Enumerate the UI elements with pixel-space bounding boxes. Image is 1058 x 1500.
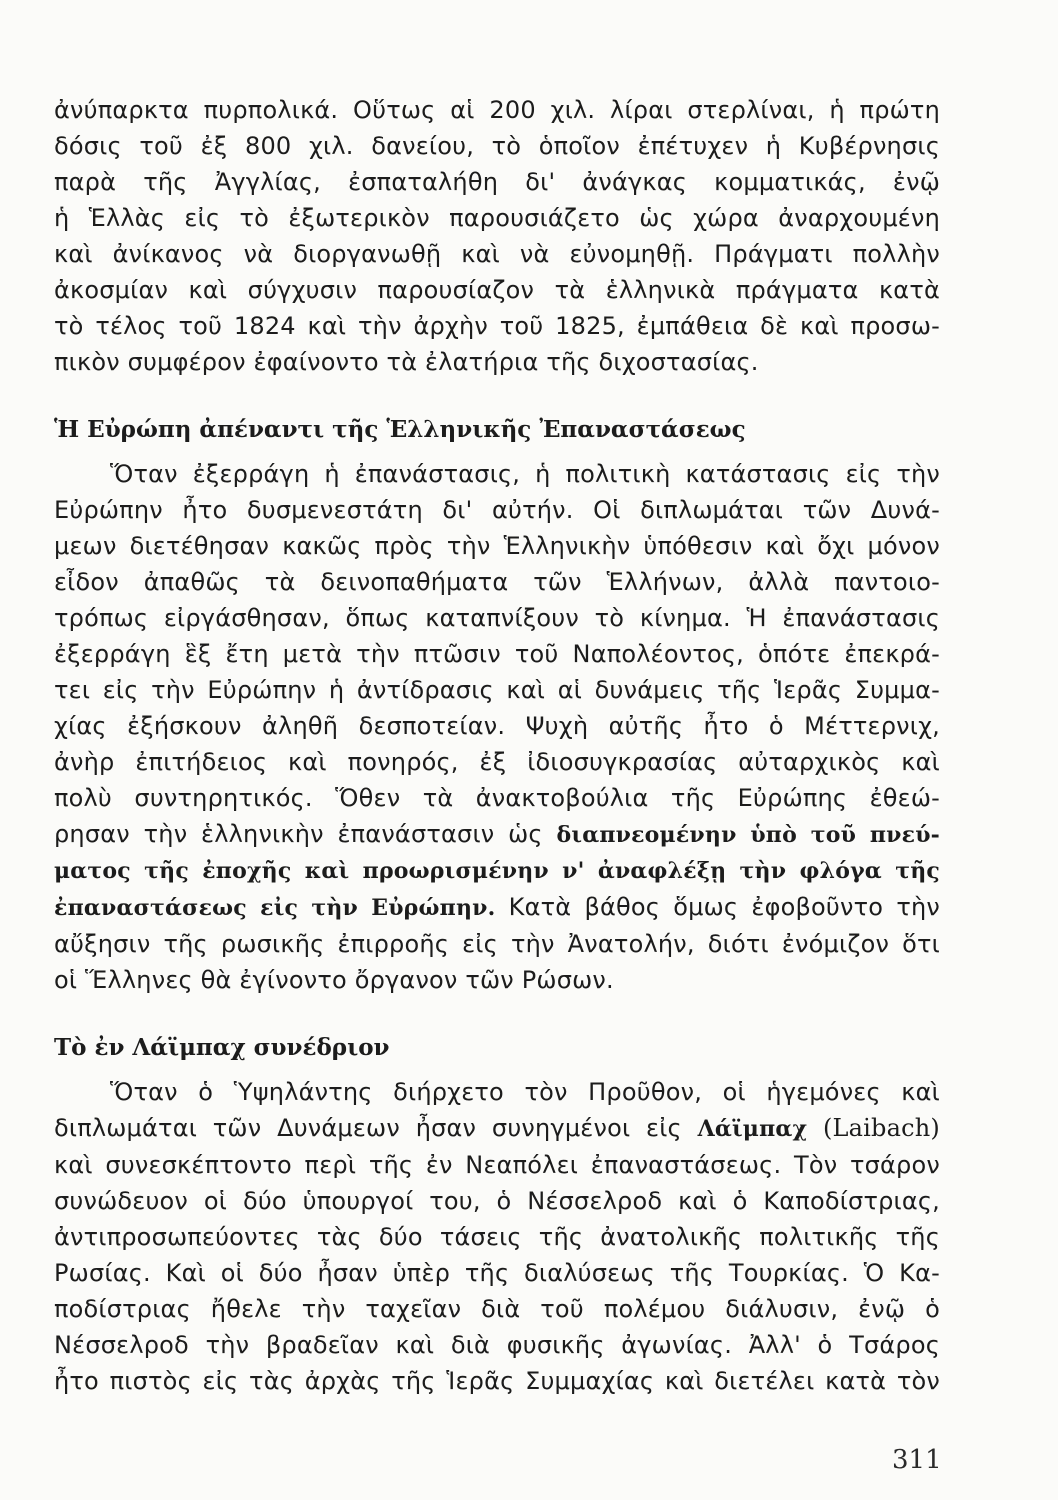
text-line: συνώδευον οἱ δύο ὑπουργοί του, ὁ Νέσσελροδ καὶ ὁ Καποδίστριας,	[54, 1187, 940, 1215]
text-line: τει εἰς τὴν Εὐρώπην ἡ ἀντίδρασις καὶ αἱ δυνάμεις τῆς Ἱερᾶς Συμμα-	[54, 676, 940, 704]
text-line	[54, 1110, 940, 1147]
text-line: Ὅταν ἐξερράγη ἡ ἐπανάστασις, ἡ πολιτικὴ κατάστασις εἰς τὴν	[110, 460, 940, 488]
bold-emphasis-line: ματος τῆς ἐποχῆς καὶ προωρισμένην ν' ἀναφλέξῃ τὴν φλόγα τῆς	[54, 858, 940, 884]
text-line: ἡ Ἑλλὰς εἰς τὸ ἐξωτερικὸν παρουσιάζετο ὡς χώρα ἀναρχουμένη	[54, 204, 940, 232]
text-line: ἀνὴρ ἐπιτήδειος καὶ πονηρός, ἐξ ἰδιοσυγκρασίας αὐταρχικὸς καὶ	[54, 748, 940, 776]
text-line	[54, 889, 940, 926]
text-line: μεων διετέθησαν κακῶς πρὸς τὴν Ἑλληνικὴν ὑπόθεσιν καὶ ὄχι μόνον	[54, 532, 940, 560]
heading-text: Τὸ ἐν Λάϊμπαχ συνέδριον	[54, 1034, 390, 1061]
text-line: Νέσσελροδ τὴν βραδεῖαν καὶ διὰ φυσικῆς ἀγωνίας. Ἀλλ' ὁ Τσάρος	[54, 1331, 940, 1359]
bold-place-name: Λάϊμπαχ	[697, 1116, 808, 1142]
text-line: καὶ ἀνίκανος νὰ διοργανωθῇ καὶ νὰ εὐνομηθῇ. Πράγματι πολλὴν	[54, 240, 940, 268]
section-heading-2	[54, 1030, 940, 1066]
paragraph-1	[54, 92, 940, 380]
page-number: 311	[892, 1445, 942, 1475]
text-line: τρόπως εἰργάσθησαν, ὅπως καταπνίξουν τὸ κίνημα. Ἡ ἐπανάστασις	[54, 604, 940, 632]
text-line: Ὅταν ὁ Ὑψηλάντης διήρχετο τὸν Προῦθον, οἱ ἡγεμόνες καὶ	[110, 1078, 940, 1106]
text-line: καὶ συνεσκέπτοντο περὶ τῆς ἐν Νεαπόλει ἐπαναστάσεως. Τὸν τσάρον	[54, 1151, 940, 1179]
text-line: Εὐρώπην ἦτο δυσμενεστάτη δι' αὐτήν. Οἱ διπλωμάται τῶν Δυνά-	[54, 496, 940, 524]
text-line: ἀκοσμίαν καὶ σύγχυσιν παρουσίαζον τὰ ἑλληνικὰ πράγματα κατὰ	[54, 276, 940, 304]
text-fragment: Κατὰ βάθος ὅμως ἐφοβοῦντο τὴν	[495, 893, 940, 921]
text-line: πικὸν συμφέρον ἐφαίνοντο τὰ ἐλατήρια τῆς διχοστασίας.	[54, 348, 759, 376]
text-line: οἱ Ἕλληνες θὰ ἐγίνοντο ὄργανον τῶν Ρώσων.	[54, 966, 614, 994]
text-line: παρὰ τῆς Ἀγγλίας, ἐσπαταλήθη δι' ἀνάγκας κομματικάς, ἐνῷ	[54, 168, 940, 196]
text-line: αὔξησιν τῆς ρωσικῆς ἐπιρροῆς εἰς τὴν Ἀνατολήν, διότι ἐνόμιζον ὅτι	[54, 930, 940, 958]
text-line: ποδίστριας ἤθελε τὴν ταχεῖαν διὰ τοῦ πολέμου διάλυσιν, ἐνῷ ὁ	[54, 1295, 940, 1323]
section-heading-1	[54, 412, 940, 448]
bold-emphasis: διαπνεομένην ὑπὸ τοῦ πνεύ-	[556, 822, 941, 848]
text-line: εἶδον ἀπαθῶς τὰ δεινοπαθήματα τῶν Ἑλλήνων, ἀλλὰ παντοιο-	[54, 568, 940, 596]
heading-text: Ἡ Εὐρώπη ἀπέναντι τῆς Ἑλληνικῆς Ἐπαναστάσεως	[54, 416, 746, 443]
text-line: ἀνύπαρκτα πυρπολικά. Οὕτως αἱ 200 χιλ. λίραι στερλίναι, ἡ πρώτη	[54, 96, 940, 124]
latin-place-name: (Laibach)	[807, 1114, 940, 1142]
text-line: Ρωσίας. Καὶ οἱ δύο ἦσαν ὑπὲρ τῆς διαλύσεως τῆς Τουρκίας. Ὁ Κα-	[54, 1259, 940, 1287]
text-line: ἐξερράγη ἓξ ἔτη μετὰ τὴν πτῶσιν τοῦ Ναπολέοντος, ὁπότε ἐπεκρά-	[54, 640, 940, 668]
text-line: τὸ τέλος τοῦ 1824 καὶ τὴν ἀρχὴν τοῦ 1825, ἐμπάθεια δὲ καὶ προσω-	[54, 312, 940, 340]
bold-emphasis: ἐπαναστάσεως εἰς τὴν Εὐρώπην.	[54, 895, 496, 921]
text-line: πολὺ συντηρητικός. Ὅθεν τὰ ἀνακτοβούλια τῆς Εὐρώπης ἐθεώ-	[54, 784, 940, 812]
text-line: ἀντιπροσωπεύοντες τὰς δύο τάσεις τῆς ἀνατολικῆς πολιτικῆς τῆς	[54, 1223, 940, 1251]
text-line: δόσις τοῦ ἐξ 800 χιλ. δανείου, τὸ ὁποῖον ἐπέτυχεν ἡ Κυβέρνησις	[54, 132, 940, 160]
text-line: χίας ἐξήσκουν ἀληθῆ δεσποτείαν. Ψυχὴ αὐτῆς ἦτο ὁ Μέττερνιχ,	[54, 712, 940, 740]
text-fragment: ρησαν τὴν ἑλληνικὴν ἐπανάστασιν ὡς	[54, 820, 557, 848]
text-fragment: διπλωμάται τῶν Δυνάμεων ἦσαν συνηγμένοι εἰς	[54, 1114, 698, 1142]
text-line: ἦτο πιστὸς εἰς τὰς ἀρχὰς τῆς Ἱερᾶς Συμμαχίας καὶ διετέλει κατὰ τὸν	[54, 1367, 940, 1395]
paragraph-3	[54, 1074, 940, 1399]
paragraph-2	[54, 456, 940, 998]
text-line	[54, 816, 940, 853]
